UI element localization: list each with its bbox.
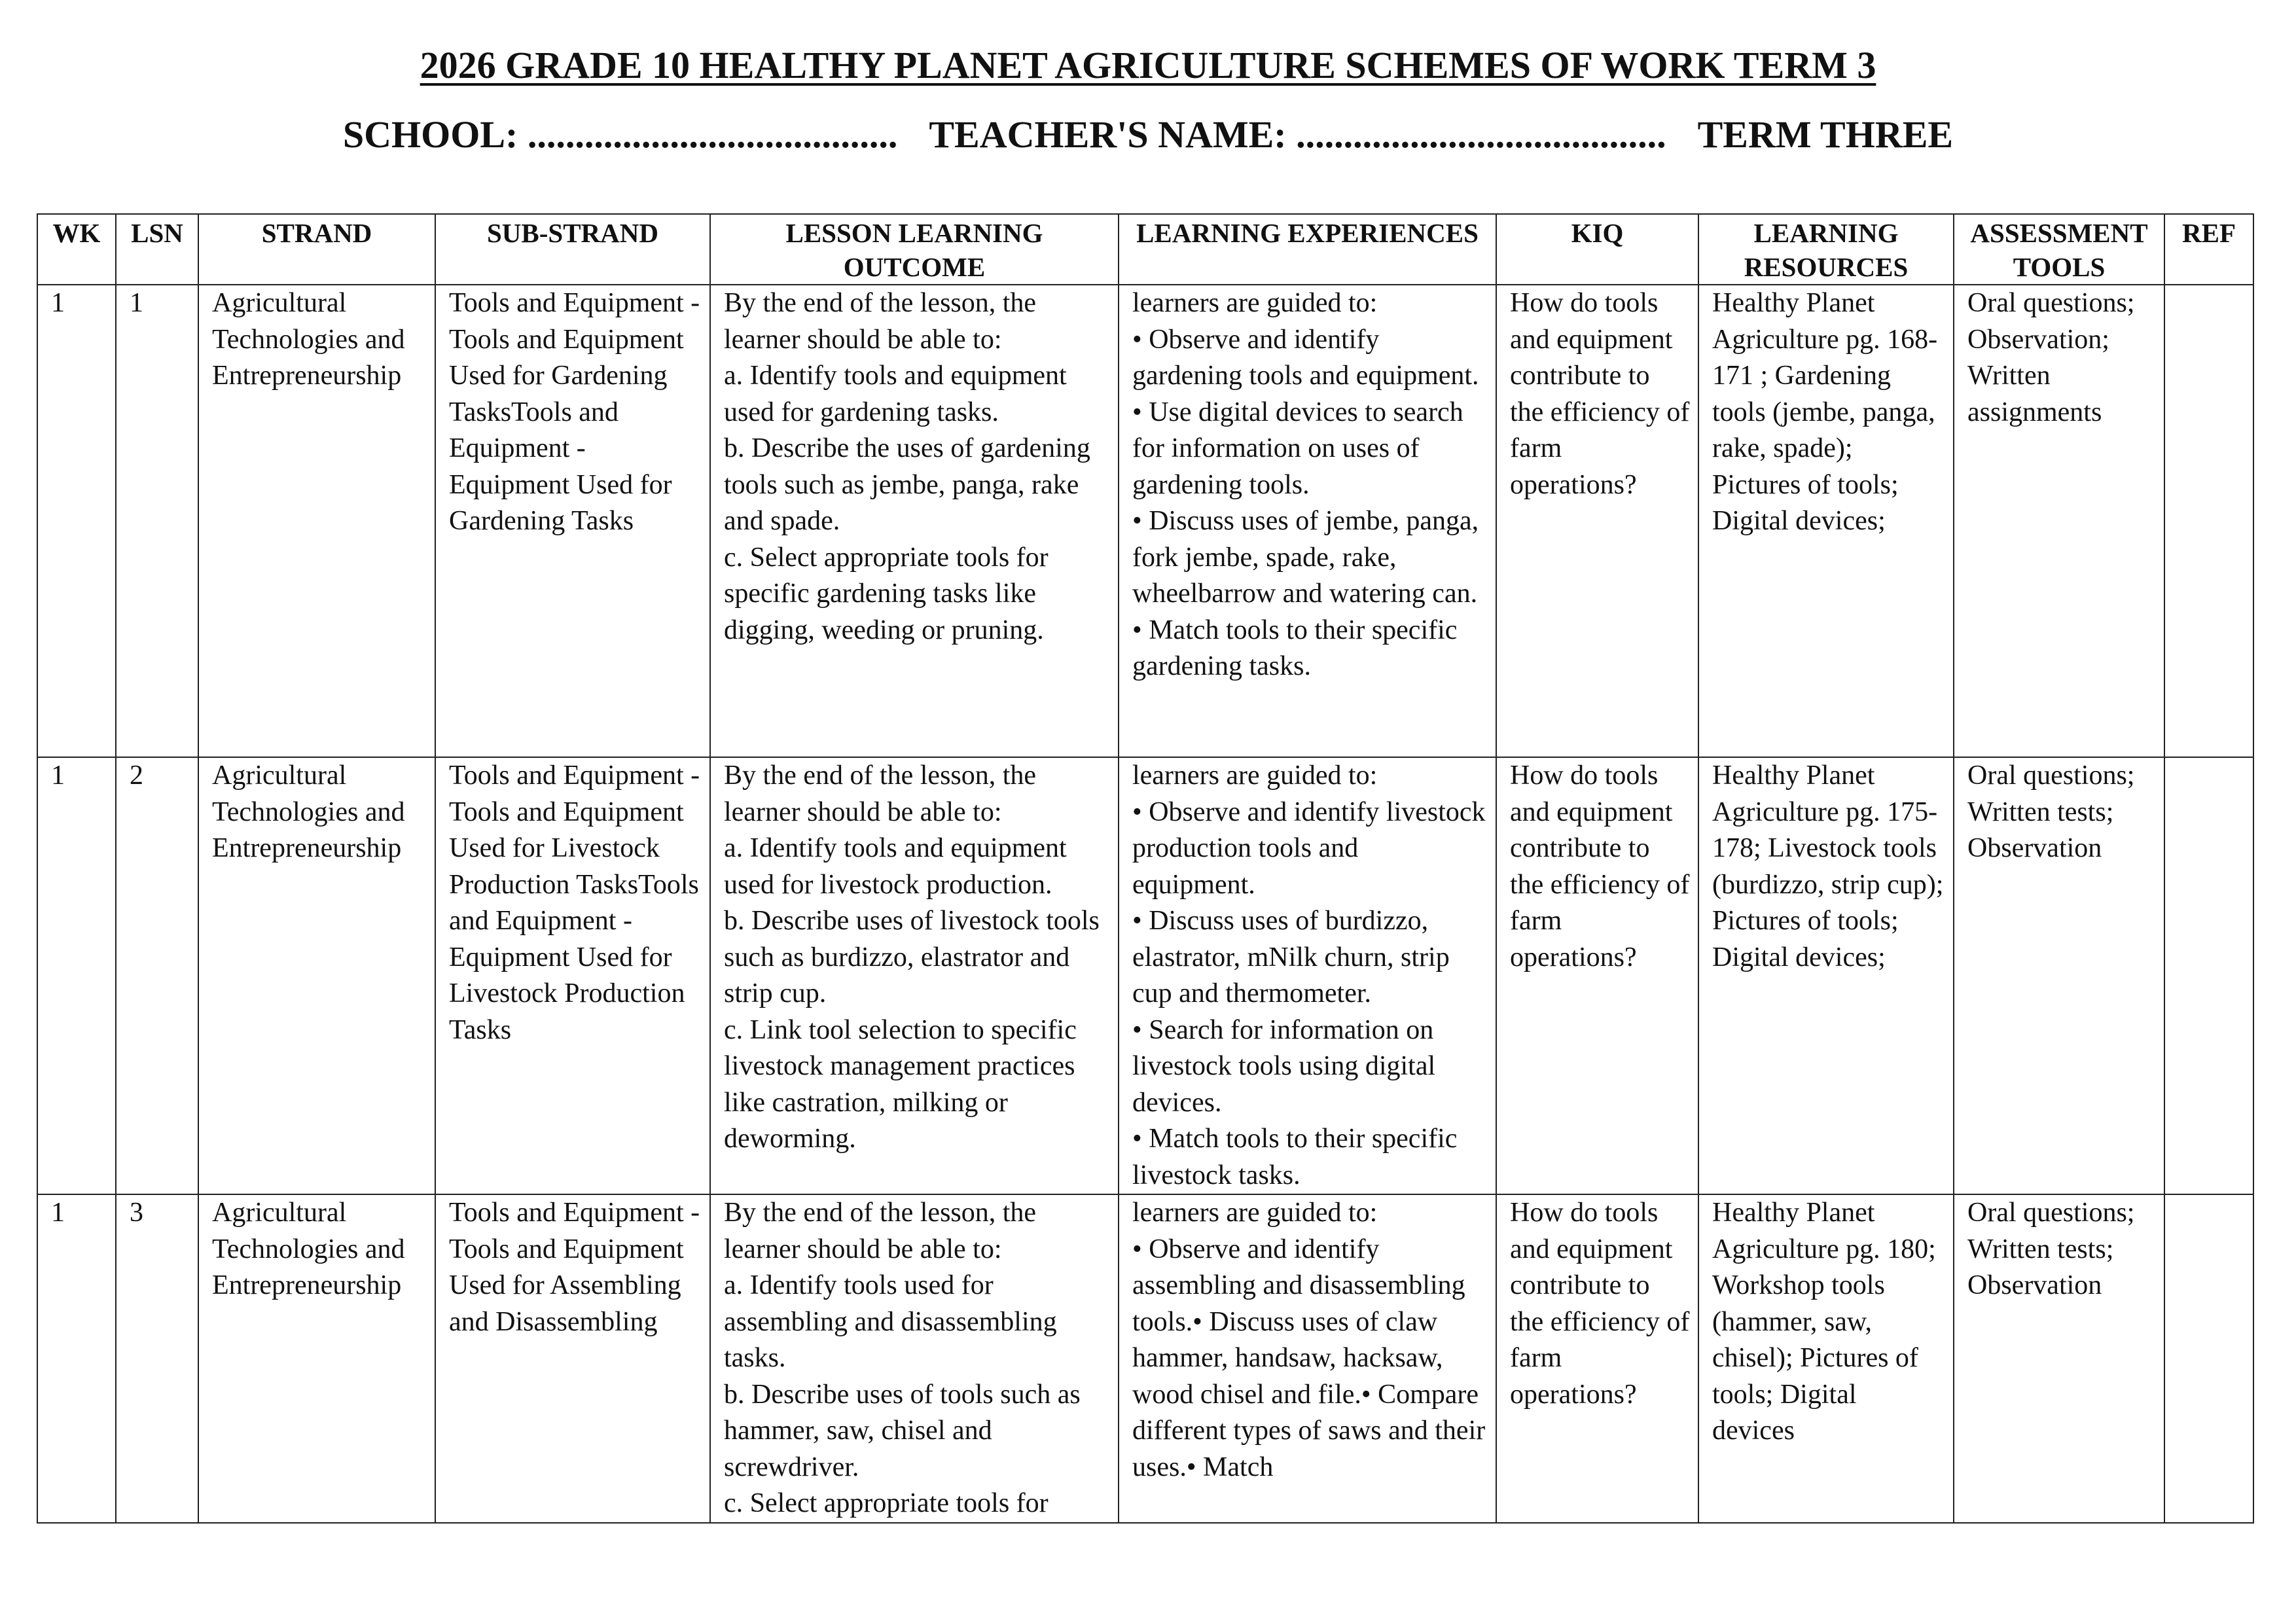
experience-line: • Discuss uses of burdizzo, elastrator, mNilk churn, strip cup and thermometer. [1132,906,1450,1008]
cell-substrand: Tools and Equipment - Tools and Equipment Used for Livestock Production TasksTools and Equipment - Equipment Used for Livestock Production Tasks [435,757,710,1194]
outcome-line: b. Describe uses of tools such as hammer, saw, chisel and screwdriver. [724,1379,1081,1482]
table-header-row [37,214,2253,285]
document-title: 2026 GRADE 10 HEALTHY PLANET AGRICULTURE SCHEMES OF WORK TERM 3 [420,44,1876,86]
header-kiq: KIQ [1496,214,1698,285]
cell-substrand: Tools and Equipment - Tools and Equipment Used for Assembling and Disassembling [435,1194,710,1523]
cell-wk: 1 [37,285,116,757]
outcome-line: b. Describe the uses of gardening tools such as jembe, panga, rake and spade. [724,433,1090,536]
outcome-line: By the end of the lesson, the learner should be able to: [724,288,1037,355]
outcome-line: b. Describe uses of livestock tools such as burdizzo, elastrator and strip cup. [724,906,1100,1008]
scheme-of-work-table [37,213,2254,1524]
cell-learning-resources: Healthy Planet Agriculture pg. 180; Workshop tools (hammer, saw, chisel); Pictures of tools; Digital devices [1698,1194,1954,1523]
cell-learning-experiences [1119,757,1496,1194]
header-learning-outcome: LESSON LEARNING OUTCOME [710,214,1119,285]
cell-ref [2164,285,2253,757]
cell-lsn: 3 [116,1194,198,1523]
cell-ref [2164,757,2253,1194]
cell-substrand: Tools and Equipment - Tools and Equipment Used for Gardening TasksTools and Equipment - Equipment Used for Gardening Tasks [435,285,710,757]
experience-line: • Discuss uses of jembe, panga, fork jembe, spade, rake, wheelbarrow and watering can. [1132,506,1479,609]
table-row [37,1194,2253,1523]
outcome-line: a. Identify tools and equipment used for gardening tasks. [724,361,1067,427]
cell-kiq: How do tools and equipment contribute to the efficiency of farm operations? [1496,757,1698,1194]
experience-line: • Match tools to their specific gardening tasks. [1132,615,1458,681]
outcome-line: By the end of the lesson, the learner should be able to: [724,1198,1037,1264]
school-field-label: SCHOOL: ....................................... [342,113,898,156]
cell-learning-outcome [710,757,1119,1194]
experience-line: • Observe and identify gardening tools and equipment. [1132,324,1479,391]
cell-lsn: 2 [116,757,198,1194]
cell-assessment-tools: Oral questions; Written tests; Observation [1954,757,2164,1194]
experience-line: • Use digital devices to search for information on uses of gardening tools. [1132,397,1463,500]
header-substrand: SUB-STRAND [435,214,710,285]
outcome-line: c. Select appropriate tools for [724,1488,1049,1518]
table-row [37,757,2253,1194]
outcome-line: a. Identify tools and equipment used for livestock production. [724,833,1067,900]
header-wk: WK [37,214,116,285]
document-subtitle [0,113,2296,156]
cell-wk: 1 [37,757,116,1194]
cell-learning-resources: Healthy Planet Agriculture pg. 175-178; Livestock tools (burdizzo, strip cup); Pictures of tools; Digital devices; [1698,757,1954,1194]
experience-line: • Search for information on livestock tools using digital devices. [1132,1014,1436,1118]
experience-line: • Observe and identify assembling and disassembling tools.• Discuss uses of claw hammer, handsaw, hacksaw, wood chisel and file.• Compare different types of saws and their uses.• Match [1132,1234,1486,1482]
header-ref: REF [2164,214,2253,285]
header-assessment-tools: ASSESSMENT TOOLS [1954,214,2164,285]
cell-strand: Agricultural Technologies and Entrepreneurship [198,1194,435,1523]
cell-learning-resources: Healthy Planet Agriculture pg. 168-171 ; Gardening tools (jembe, panga, rake, spade); Pictures of tools; Digital devices; [1698,285,1954,757]
cell-learning-outcome [710,1194,1119,1523]
outcome-line: c. Select appropriate tools for specific gardening tasks like digging, weeding or pruning. [724,542,1049,645]
outcome-line: a. Identify tools used for assembling and disassembling tasks. [724,1270,1057,1373]
cell-assessment-tools: Oral questions; Written tests; Observation [1954,1194,2164,1523]
cell-kiq: How do tools and equipment contribute to the efficiency of farm operations? [1496,285,1698,757]
cell-ref [2164,1194,2253,1523]
cell-learning-experiences [1119,285,1496,757]
outcome-line: c. Link tool selection to specific livestock management practices like castration, milking or deworming. [724,1014,1077,1154]
cell-strand: Agricultural Technologies and Entrepreneurship [198,757,435,1194]
cell-learning-experiences [1119,1194,1496,1523]
teacher-name-field-label: TEACHER'S NAME: ....................................... [929,113,1666,156]
cell-wk: 1 [37,1194,116,1523]
term-label: TERM THREE [1697,113,1954,156]
table-row [37,285,2253,757]
cell-learning-outcome [710,285,1119,757]
header-learning-resources: LEARNING RESOURCES [1698,214,1954,285]
cell-lsn: 1 [116,285,198,757]
experience-line: learners are guided to: [1132,288,1378,318]
experience-line: learners are guided to: [1132,1198,1378,1228]
header-lsn: LSN [116,214,198,285]
cell-strand: Agricultural Technologies and Entrepreneurship [198,285,435,757]
header-learning-experiences: LEARNING EXPERIENCES [1119,214,1496,285]
cell-assessment-tools: Oral questions; Observation; Written assignments [1954,285,2164,757]
outcome-line: By the end of the lesson, the learner should be able to: [724,760,1037,827]
experience-line: • Match tools to their specific livestock tasks. [1132,1124,1458,1190]
experience-line: learners are guided to: [1132,760,1378,791]
cell-kiq: How do tools and equipment contribute to the efficiency of farm operations? [1496,1194,1698,1523]
header-strand: STRAND [198,214,435,285]
experience-line: • Observe and identify livestock production tools and equipment. [1132,796,1486,900]
